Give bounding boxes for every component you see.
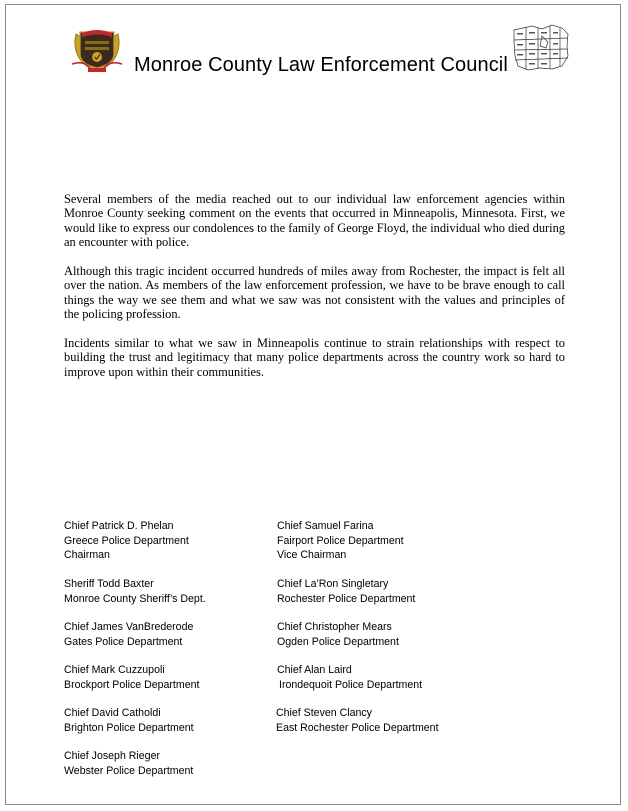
signature-block bbox=[64, 663, 199, 692]
signatory-department: Ogden Police Department bbox=[277, 635, 399, 648]
signature-block bbox=[64, 577, 206, 606]
signature-block bbox=[277, 519, 404, 563]
signatory-name: Chief Mark Cuzzupoli bbox=[64, 664, 165, 676]
signature-block bbox=[277, 577, 415, 606]
signatory-name: Chief James VanBrederode bbox=[64, 621, 194, 633]
signatory-department: Webster Police Department bbox=[64, 764, 194, 777]
signatory-name: Chief Patrick D. Phelan bbox=[64, 520, 174, 532]
signatory-department: Rochester Police Department bbox=[277, 592, 416, 605]
signatory-department: East Rochester Police Department bbox=[276, 721, 439, 734]
signatory-department: Irondequoit Police Department bbox=[279, 678, 423, 691]
signatory-name: Chief Christopher Mears bbox=[277, 621, 392, 633]
signature-block bbox=[64, 519, 189, 563]
signature-block bbox=[64, 620, 193, 649]
signatory-name: Chief Alan Laird bbox=[277, 664, 352, 676]
signatory-role: Vice Chairman bbox=[277, 549, 347, 561]
signatory-name: Chief Steven Clancy bbox=[276, 707, 372, 719]
signatory-role: Chairman bbox=[64, 549, 110, 561]
statement-paragraph: Several members of the media reached out to our individual law enforcement agencies within Monroe County seeking comment on the events that occurred in Minneapolis, Minnesota. First, we would like to express our condolences to the family of George Floyd, the individual who died during an encounter with police. bbox=[64, 192, 565, 250]
signatory-name: Chief Samuel Farina bbox=[277, 520, 374, 532]
statement-body bbox=[64, 192, 565, 394]
police-chiefs-association-seal-icon bbox=[70, 24, 124, 74]
signature-block bbox=[277, 620, 399, 649]
page-title: Monroe County Law Enforcement Council bbox=[134, 54, 508, 76]
signatory-department: Brighton Police Department bbox=[64, 721, 194, 734]
signatory-department: Greece Police Department bbox=[64, 534, 189, 547]
signatory-department: Fairport Police Department bbox=[277, 534, 404, 547]
signature-block bbox=[64, 706, 194, 735]
signatory-name: Chief David Catholdi bbox=[64, 707, 161, 719]
monroe-county-towns-map-icon bbox=[512, 22, 570, 72]
signature-block bbox=[277, 663, 422, 692]
signatory-department: Monroe County Sheriff’s Dept. bbox=[64, 592, 206, 605]
signatory-department: Gates Police Department bbox=[64, 635, 183, 648]
signatory-name: Chief La’Ron Singletary bbox=[277, 578, 389, 590]
signatory-name: Chief Joseph Rieger bbox=[64, 750, 160, 762]
signature-block bbox=[64, 749, 193, 778]
signature-block bbox=[276, 706, 439, 735]
statement-paragraph: Incidents similar to what we saw in Minneapolis continue to strain relationships with respect to building the trust and legitimacy that many police departments across the country work so hard to improve upon within their communities. bbox=[64, 336, 565, 379]
signatory-department: Brockport Police Department bbox=[64, 678, 200, 691]
signatory-name: Sheriff Todd Baxter bbox=[64, 578, 154, 590]
statement-paragraph: Although this tragic incident occurred hundreds of miles away from Rochester, the impact is felt all over the nation. As members of the law enforcement profession, we have to be brave enough to call things the way we see them and what we saw was not consistent with the values and principles of the policing profession. bbox=[64, 264, 565, 322]
